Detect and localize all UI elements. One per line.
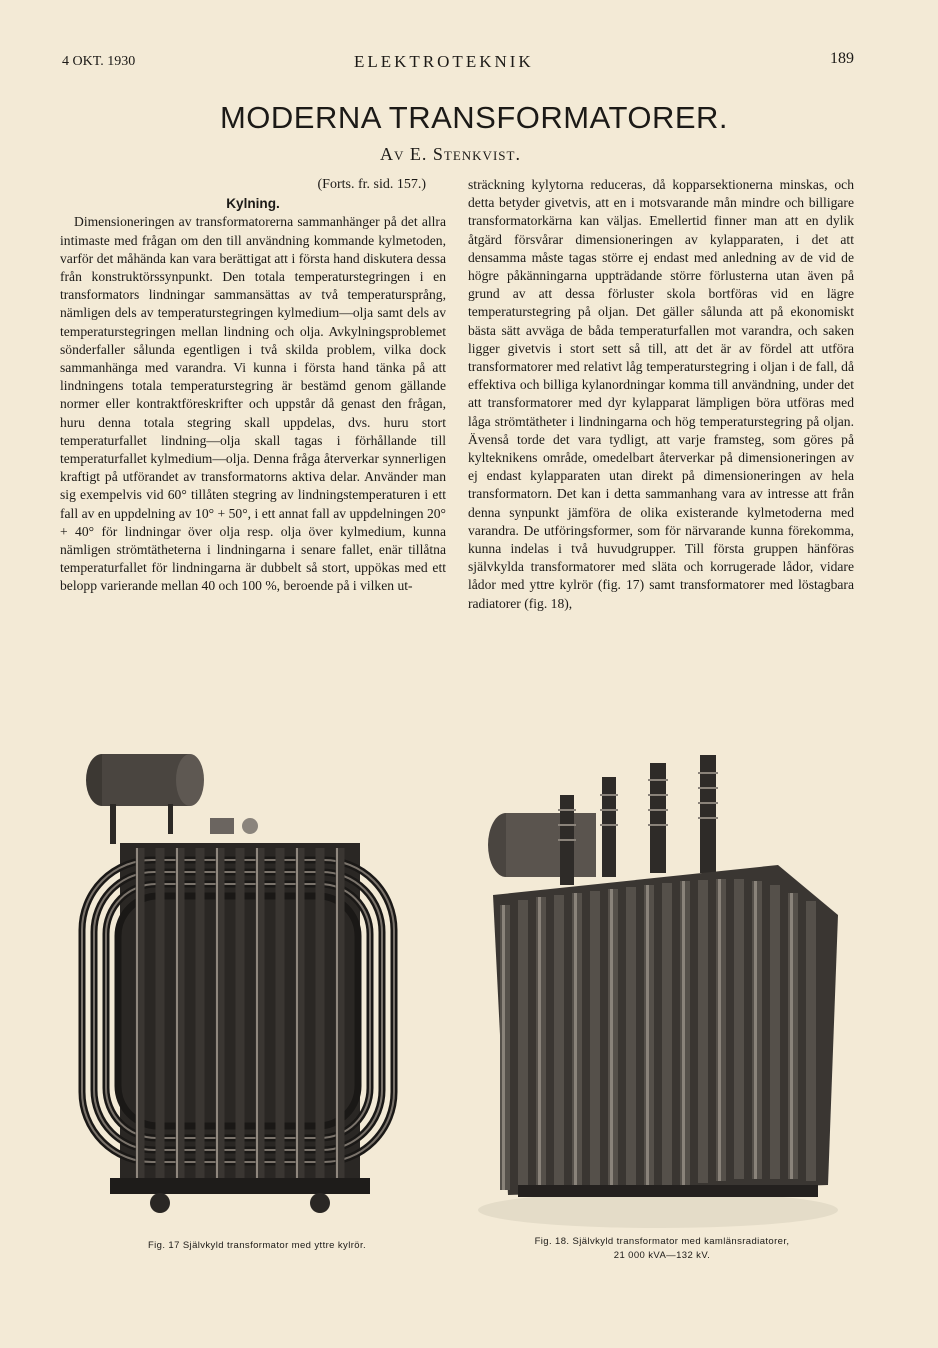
- paragraph: Dimensioneringen av transformatorerna sammanhänger på det allra intimaste med frågan om den till användning kommande kylmetoden, varför det måhända kan vara berättigat att i första hand diskutera dessa från konstruktörssynpunkt. Den totala temperaturstegringen i en transformators lindningar sammansättas av två temperatursprång, nämligen dels av temperaturstegringen kylmedium—olja samt dels av temperaturstegringen mellan lindning och olja. Avkylningsproblemet sönderfaller sålunda egentligen i två skilda problem, vilka dock sammanhänga med varandra. Vi kunna i första hand tänka på att lindningens totala temperaturstegring är bestämd genom gällande normer eller kontraktföreskrifter och uppstår då genast den frågan, huru denna totala stegring skall uppdelas, dvs. huru stort temperaturfallet lindning—olja skall tagas i förhållande till temperaturfallet kylmedium—olja. Denna fråga återverkar synnerligen kraftigt på utförandet av transformatorns aktiva delar. Använder man sig exempelvis vid 60° tillåten stegring av lindningstemperaturen i ett fall av en uppdelning av 10° + 50°, i ett annat fall av uppdelningen 20° + 40° för lindningar över olja resp. olja över kylmedium, kunna nämligen strömtätheterna i lindningarna i senare fallet, enär tillåtna temperaturfallet för lindningarna är dubbelt så stort, uppökas med ett belopp varierande mellan 40 och 100 %, beroende på i vilken ut-: [60, 214, 446, 594]
- article-title: MODERNA TRANSFORMATORER.: [219, 100, 729, 135]
- running-header: [62, 50, 854, 74]
- issue-date: 4 OKT. 1930: [62, 54, 136, 69]
- left-column: [60, 176, 446, 596]
- page-number: 189: [830, 50, 854, 67]
- figure-18-image: [478, 755, 858, 1233]
- article-author: Av E. Stenkvist.: [380, 144, 521, 164]
- journal-name: ELEKTROTEKNIK: [354, 52, 534, 71]
- figure-17-caption: Fig. 17 Självkyld transformator med yttre kylrör.: [147, 1240, 367, 1251]
- figure-18-caption-line2: 21 000 kVA—132 kV.: [613, 1250, 711, 1261]
- continuation-note: (Forts. fr. sid. 157.): [317, 177, 426, 192]
- figure-17-image: [70, 748, 420, 1218]
- paragraph: sträckning kylytorna reduceras, då kopparsektionerna minskas, och detta betyder givetvis, att en i motsvarande mån mindre och billigare transformatorkärna kan väljas. Emellertid finner man att en dylik åtgärd försvårar dimensioneringen av kylapparaten, i det att densamma måste tagas större ej endast med anledning av de vid de högre påkänningarna uppträdande större förlusterna utan även på grund av att dessa förluster skola bortföras vid en lägre temperaturstegring på oljan. Det gäller sålunda att på ekonomiskt bästa sätt avväga de båda temperaturfallen mot varandra, och saken ligger givetvis i stort sett så till, att det är av fördel att utföra transformatorer med relativt låg temperaturstegring i oljan i de fall, då effektiva och billiga kylanordningar komma till användning, under det att transformatorer med dyr kylapparat lämpligen böra utföras med låga strömtätheter i lindningarna och hög temperaturstegring på oljan. Ävenså torde det vara tydligt, att varje framsteg, som göres på kylteknikens område, omedelbart återverkar på dimensioneringen av ej endast kylapparaten utan direkt på dimensioneringen av hela transformatorn. Det kan i detta sammanhang vara av intresse att från denna synpunkt jämföra de olika existerande kylmetoderna med varandra. De utföringsformer, som för närvarande kunna förekomma, kunna indelas i två huvudgrupper. Till första gruppen hänföras självkylda transformatorer med släta och korrugerade lådor, vidare lådor med yttre kylrör (fig. 17) samt transformatorer med löstagbara radiatorer (fig. 18),: [468, 177, 854, 611]
- section-heading: Kylning.: [226, 196, 280, 212]
- figure-18-caption-line1: Fig. 18. Självkyld transformator med kamlänsradiatorer,: [534, 1236, 790, 1247]
- figure-18-caption: [492, 1235, 832, 1263]
- right-column: [468, 176, 854, 613]
